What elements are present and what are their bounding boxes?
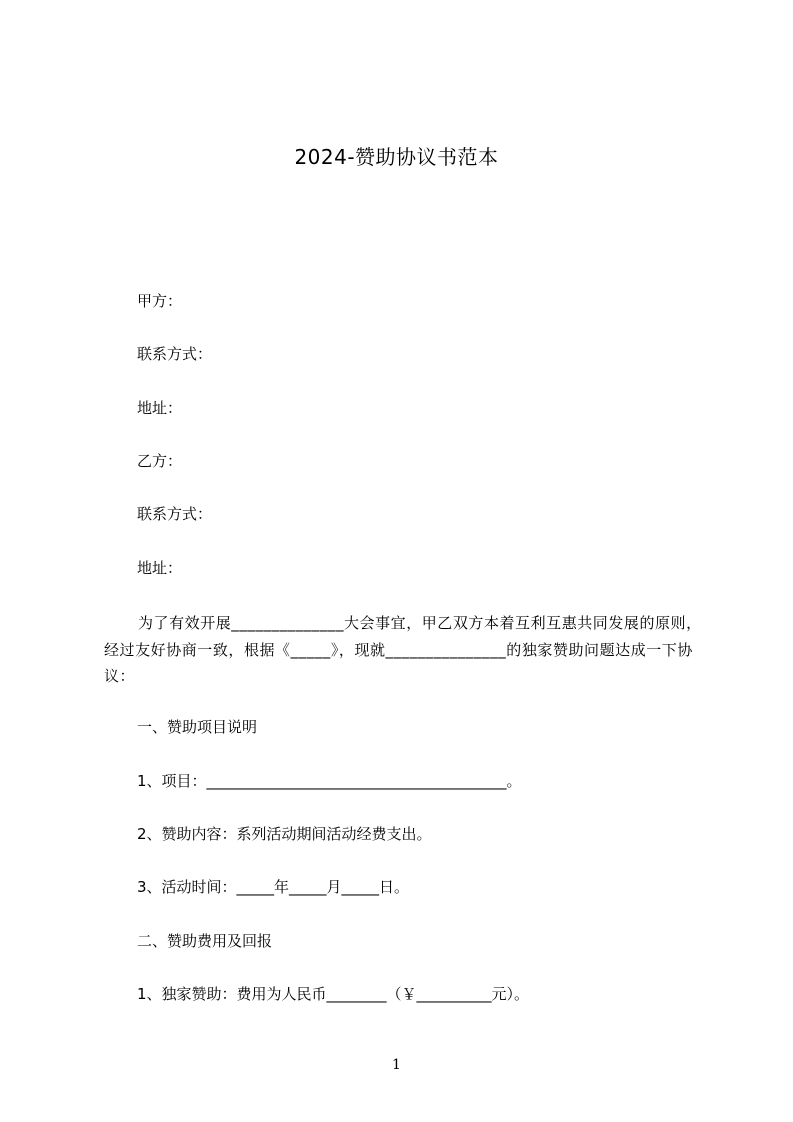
document-title: 2024-赞助协议书范本 [294, 145, 499, 169]
party-b-address-label: 地址： [137, 559, 183, 577]
section-1-item-time: 3、活动时间：_____年_____月_____日。 [137, 878, 410, 896]
party-a-contact-label: 联系方式： [137, 345, 213, 363]
section-1-item-content: 2、赞助内容：系列活动期间活动经费支出。 [137, 825, 432, 843]
section-1-item-project: 1、项目：________________________________________。 [137, 772, 522, 790]
party-a-label: 甲方： [137, 292, 183, 310]
intro-paragraph: 为了有效开展______________大会事宜，甲乙双方本着互利互惠共同发展的原则，经过友好协商一致，根据《_____》，现就_______________的独家赞助问题达成一下协议： [104, 614, 702, 685]
section-2-item-exclusive-sponsorship: 1、独家赞助：费用为人民币________（￥__________元）。 [137, 985, 530, 1003]
page-number: 1 [392, 1057, 401, 1073]
section-2-heading: 二、赞助费用及回报 [137, 932, 273, 950]
section-1-heading: 一、赞助项目说明 [137, 718, 258, 736]
party-b-contact-label: 联系方式： [137, 505, 213, 523]
party-b-label: 乙方： [137, 452, 183, 470]
party-a-address-label: 地址： [137, 399, 183, 417]
